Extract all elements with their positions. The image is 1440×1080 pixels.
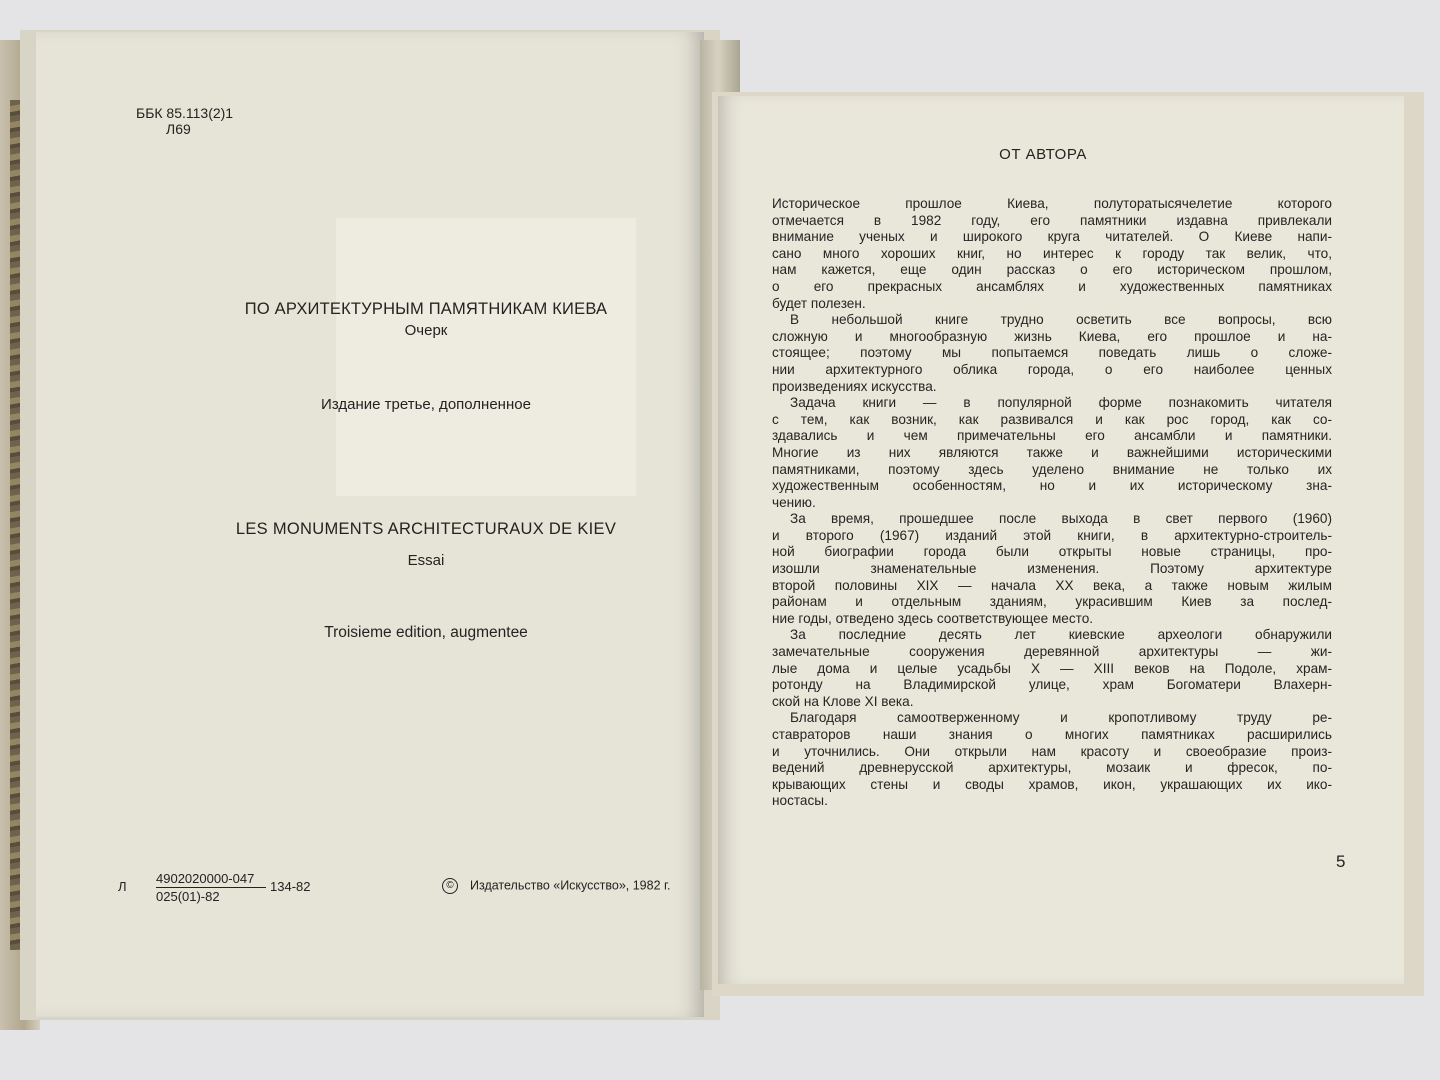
copyright-text: Издательство «Искусство», 1982 г.	[470, 878, 671, 893]
copyright-icon: ©	[442, 878, 458, 894]
page-heading: ОТ АВТОРА	[999, 146, 1087, 163]
ru-title: ПО АРХИТЕКТУРНЫМ ПАМЯТНИКАМ КИЕВА	[244, 300, 608, 318]
text-line: районам и отдельным зданиям, украсившим Киев за послед-	[772, 594, 1332, 610]
text-line: ностасы.	[772, 793, 828, 809]
bbk-code: ББК 85.113(2)1	[136, 105, 234, 121]
text-line: внимание ученых и широкого круга читателей. О Киеве напи-	[772, 229, 1332, 245]
text-line: нам кажется, еще один рассказ о его историческом прошлом,	[772, 262, 1332, 278]
text-line: произведениях искусства.	[772, 378, 937, 394]
text-line: стоящее; поэтому мы попытаемся поведать лишь о сложе-	[772, 345, 1332, 361]
text-line: второй половины XIX — начала XX века, а также новым жилым	[772, 577, 1332, 593]
text-line: изошли знаменательные изменения. Поэтому архитектуре	[772, 561, 1332, 577]
text-line: ние годы, отведено здесь соответствующее место.	[772, 610, 1094, 626]
ru-subtitle: Очерк	[404, 322, 448, 339]
text-line: художественным особенностям, но и их историческому зна-	[772, 478, 1332, 494]
page-number: 5	[1336, 852, 1346, 871]
text-line: с тем, как возник, как развивался и как рос город, как со-	[772, 411, 1332, 427]
text-line: ской на Клове XI века.	[772, 693, 914, 709]
author-preface-text	[772, 196, 1332, 810]
imprint-code	[118, 862, 318, 912]
text-line: чению.	[772, 494, 816, 510]
text-line: нии архитектурного облика города, о его наиболее ценных	[772, 361, 1332, 377]
text-line: ведений древнерусской архитектуры, мозаик и фресок, по-	[772, 760, 1332, 776]
fr-subtitle: Essai	[407, 552, 445, 569]
text-line: ротонду на Владимирской улице, храм Богоматери Влахерн-	[772, 677, 1332, 693]
imprint-numerator: 4902020000-047	[156, 871, 255, 886]
text-line: будет полезен.	[772, 295, 866, 311]
text-line: Благодаря самоотверженному и кропотливому труду ре-	[790, 710, 1332, 726]
text-line: Историческое прошлое Киева, полуторатысячелетие которого	[772, 196, 1332, 211]
text-line: Задача книги — в популярной форме познакомить читателя	[790, 395, 1332, 411]
text-line: памятниками, поэтому здесь уделено внимание не только их	[772, 461, 1332, 477]
imprint-denominator: 025(01)-82	[156, 889, 220, 904]
fr-title: LES MONUMENTS ARCHITECTURAUX DE KIEV	[235, 520, 617, 538]
text-line: крывающих стены и своды храмов, икон, украшающих их ико-	[772, 776, 1332, 792]
text-line: За последние десять лет киевские археологи обнаружили	[790, 627, 1332, 643]
text-line: здавались и чем примечательны его ансамбли и памятники.	[772, 428, 1332, 444]
text-line: замечательные сооружения деревянной архитектуры — жи-	[772, 644, 1332, 660]
text-line: В небольшой книге трудно осветить все вопросы, всю	[790, 312, 1332, 328]
fraction-bar	[156, 887, 266, 888]
text-line: отмечается в 1982 году, его памятники издавна привлекали	[772, 212, 1332, 228]
text-line: Многие из них являются также и важнейшими историческими	[772, 444, 1332, 460]
text-line: За время, прошедшее после выхода в свет первого (1960)	[790, 511, 1332, 527]
text-line: лые дома и целые усадьбы X — XIII веков на Подоле, храм-	[772, 660, 1332, 676]
imprint-letter: Л	[118, 879, 127, 894]
library-code: Л69	[166, 121, 191, 137]
ru-edition: Издание третье, дополненное	[321, 396, 531, 413]
text-line: сложную и многообразную жизнь Киева, его прошлое и на-	[772, 328, 1332, 344]
fr-edition: Troisieme edition, augmentee	[324, 624, 528, 641]
title-shade	[336, 218, 636, 496]
text-line: и уточнились. Они открыли нам красоту и своеобразие произ-	[772, 743, 1332, 759]
imprint-suffix: 134-82	[270, 879, 311, 894]
text-line: и второго (1967) изданий этой книги, в архитектурно-строитель-	[772, 527, 1332, 543]
text-line: о его прекрасных ансамблях и художественных памятниках	[772, 278, 1332, 294]
copyright-line	[442, 878, 671, 894]
text-line: сано много хороших книг, но интерес к городу так велик, что,	[772, 245, 1332, 261]
text-line: ставраторов наши знания о многих памятниках расширились	[772, 727, 1332, 742]
text-line: ной биографии города были открыты новые страницы, про-	[772, 544, 1332, 560]
